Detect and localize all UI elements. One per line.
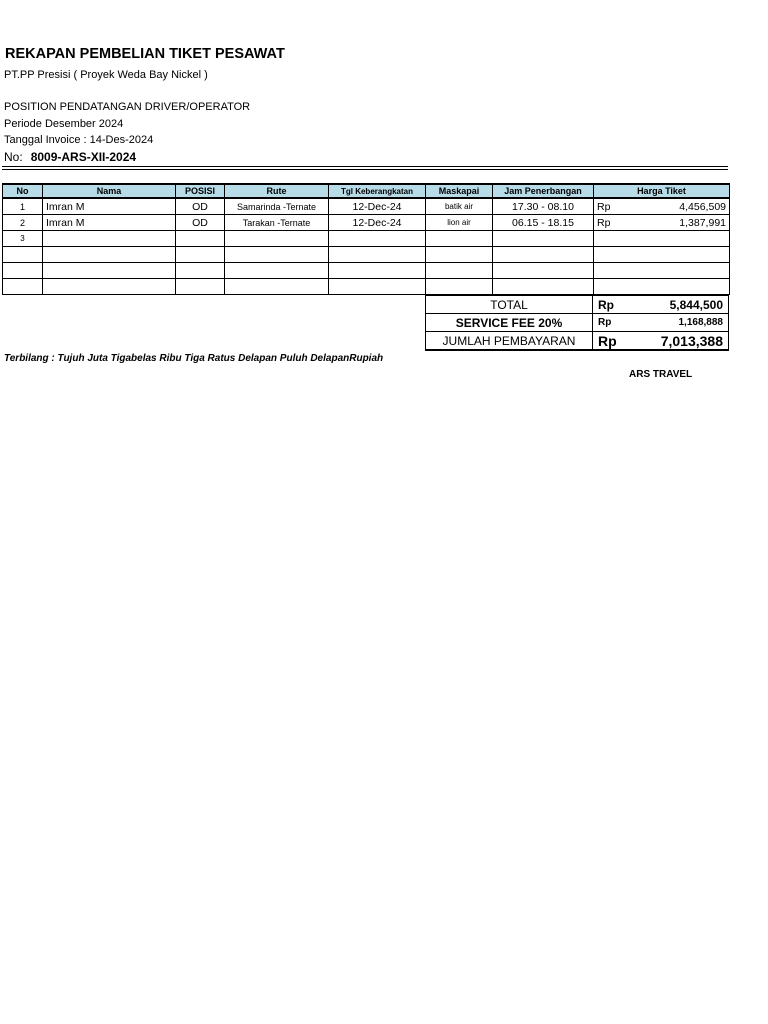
payment-total-row <box>426 332 729 351</box>
cell-rute: Tarakan -Ternate <box>225 215 329 231</box>
cell-nama <box>43 247 176 263</box>
cell-maskapai <box>426 279 493 295</box>
cell-harga <box>594 215 730 231</box>
cell-rute <box>225 279 329 295</box>
cell-maskapai <box>426 263 493 279</box>
table-header-row <box>3 184 730 198</box>
cell-jam <box>493 247 594 263</box>
cell-no: 2 <box>3 215 43 231</box>
cell-currency: Rp <box>597 200 611 213</box>
cell-posisi <box>176 279 225 295</box>
cell-rute: Samarinda -Ternate <box>225 198 329 215</box>
totals-table <box>425 295 729 351</box>
payment-total-amount-cell <box>593 332 729 351</box>
cell-amount: 1,387,991 <box>679 216 726 229</box>
total-amount-cell <box>593 296 729 314</box>
column-header-tgl: Tgl Keberangkatan <box>329 184 426 198</box>
column-header-rute: Rute <box>225 184 329 198</box>
cell-rute <box>225 263 329 279</box>
cell-posisi <box>176 263 225 279</box>
cell-posisi: OD <box>176 215 225 231</box>
cell-currency: Rp <box>597 216 611 229</box>
cell-posisi <box>176 231 225 247</box>
table-row <box>3 198 730 215</box>
cell-tgl <box>329 263 426 279</box>
cell-harga <box>594 263 730 279</box>
cell-harga <box>594 198 730 215</box>
cell-posisi <box>176 247 225 263</box>
service-fee-label: SERVICE FEE 20% <box>426 314 593 332</box>
service-fee-value: 1,168,888 <box>678 317 723 328</box>
cell-no <box>3 247 43 263</box>
cell-maskapai <box>426 247 493 263</box>
cell-harga <box>594 279 730 295</box>
cell-maskapai <box>426 231 493 247</box>
table-row <box>3 215 730 231</box>
invoice-number-line <box>4 150 136 164</box>
service-fee-amount-cell <box>593 314 729 332</box>
cell-no <box>3 263 43 279</box>
cell-nama <box>43 263 176 279</box>
total-row <box>426 296 729 314</box>
cell-jam: 17.30 - 08.10 <box>493 198 594 215</box>
invoice-number-label: No: <box>4 150 23 164</box>
document-title: REKAPAN PEMBELIAN TIKET PESAWAT <box>5 46 285 62</box>
cell-nama: Imran M <box>43 215 176 231</box>
cell-jam <box>493 231 594 247</box>
column-header-no: No <box>3 184 43 198</box>
column-header-nama: Nama <box>43 184 176 198</box>
cell-no <box>3 279 43 295</box>
cell-maskapai: lion air <box>426 215 493 231</box>
header-divider-bottom <box>2 169 728 170</box>
service-fee-row <box>426 314 729 332</box>
column-header-harga: Harga Tiket <box>594 184 730 198</box>
cell-jam: 06.15 - 18.15 <box>493 215 594 231</box>
invoice-number: 8009-ARS-XII-2024 <box>30 150 137 164</box>
table-row <box>3 231 730 247</box>
cell-tgl: 12-Dec-24 <box>329 198 426 215</box>
total-label: TOTAL <box>426 296 593 314</box>
cell-tgl <box>329 247 426 263</box>
cell-maskapai: batik air <box>426 198 493 215</box>
column-header-maskapai: Maskapai <box>426 184 493 198</box>
payment-total-label: JUMLAH PEMBAYARAN <box>426 332 593 351</box>
payment-total-currency: Rp <box>598 332 617 349</box>
cell-harga <box>594 231 730 247</box>
cell-tgl <box>329 279 426 295</box>
cell-rute <box>225 231 329 247</box>
service-fee-currency: Rp <box>598 317 612 328</box>
column-header-jam: Jam Penerbangan <box>493 184 594 198</box>
cell-jam <box>493 263 594 279</box>
table-row <box>3 263 730 279</box>
total-value: 5,844,500 <box>669 297 723 312</box>
table-row <box>3 279 730 295</box>
cell-tgl <box>329 231 426 247</box>
cell-amount: 4,456,509 <box>679 200 726 213</box>
cell-nama <box>43 231 176 247</box>
cell-no: 3 <box>3 231 43 247</box>
ticket-table <box>2 183 730 295</box>
cell-posisi: OD <box>176 198 225 215</box>
payment-total-value: 7,013,388 <box>660 332 723 349</box>
total-currency: Rp <box>598 297 614 312</box>
cell-no: 1 <box>3 198 43 215</box>
cell-nama: Imran M <box>43 198 176 215</box>
cell-jam <box>493 279 594 295</box>
cell-nama <box>43 279 176 295</box>
cell-harga <box>594 247 730 263</box>
position-line: POSITION PENDATANGAN DRIVER/OPERATOR <box>4 101 251 113</box>
period-line: Periode Desember 2024 <box>4 118 124 130</box>
column-header-posisi: POSISI <box>176 184 225 198</box>
cell-tgl: 12-Dec-24 <box>329 215 426 231</box>
invoice-date: Tanggal Invoice : 14-Des-2024 <box>4 134 154 146</box>
table-row <box>3 247 730 263</box>
company-name: PT.PP Presisi ( Proyek Weda Bay Nickel ) <box>4 69 208 81</box>
amount-in-words: Terbilang : Tujuh Juta Tigabelas Ribu Tiga Ratus Delapan Puluh DelapanRupiah <box>4 353 384 364</box>
signature-company: ARS TRAVEL <box>629 369 693 380</box>
cell-rute <box>225 247 329 263</box>
header-divider-top <box>2 166 728 167</box>
